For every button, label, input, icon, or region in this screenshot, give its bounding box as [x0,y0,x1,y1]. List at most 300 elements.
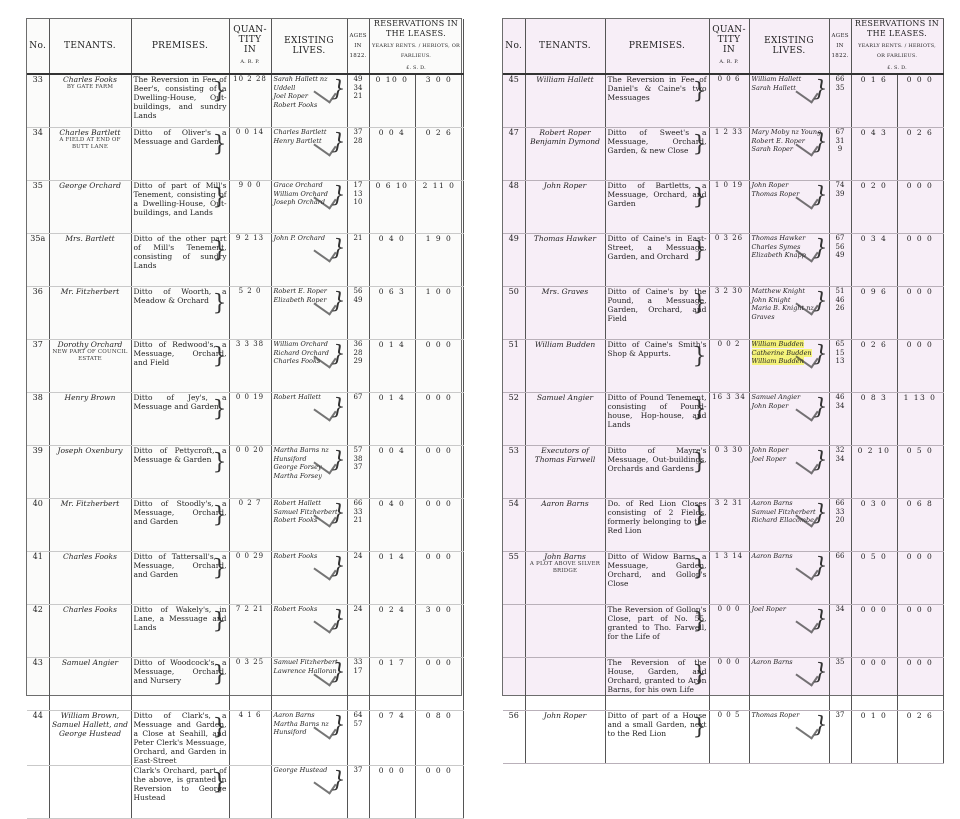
row-number-text: 40 [32,499,43,508]
row-number [503,605,525,658]
row-number [27,499,49,552]
premises-description-text: The Reversion in Fee of Beer's, consisting of a Dwelling-House, Out-buildings, and sundry Lands [133,75,227,120]
ledger-row [27,340,463,393]
yearly-rent-value-text: 0 10 0 [375,75,409,84]
check-mark-icon [313,188,336,209]
tenant-name [525,552,605,605]
existing-lives [749,658,829,711]
check-mark-icon [795,188,818,209]
yearly-rent-value-text: 0 0 4 [378,128,406,137]
tenant-name-text: Henry Brown [64,393,116,402]
tenant-name [525,393,605,446]
ledger-row [27,766,463,819]
tenant-name [49,287,131,340]
ages-value [347,181,369,234]
quantity-value [709,552,749,605]
header-quantity: QUAN-TITY IN A. R. P. [229,19,271,74]
check-mark-icon [795,241,818,262]
existing-lives [749,499,829,552]
existing-lives-text: Martha Barns nz Hunsiford George Forsey Martha Forsey [273,446,329,480]
check-mark-icon [313,559,336,580]
ages-value [829,340,851,393]
row-number [27,287,49,340]
row-number-text: 33 [32,75,43,84]
premises-description-text: Ditto of Pettycroft, a Messuage & Garden [133,446,227,464]
ages-value [829,552,851,605]
ages-value-text: 56 49 [353,287,363,304]
tenant-name [525,181,605,234]
tenant-name-text: Robert Roper Benjamin Dymond [530,128,600,146]
right-ledger-table [503,19,944,764]
existing-lives [749,181,829,234]
existing-lives-text: Matthew Knight John Knight Maria B. Knight nz Graves [751,287,814,321]
existing-lives [271,499,347,552]
row-number-text: 35 [32,181,43,190]
yearly-rent-value [369,766,415,819]
ages-value-text: 49 34 21 [353,75,363,100]
yearly-rent-value-text: 0 0 0 [378,766,406,775]
tenant-name-text: Mrs. Bartlett [65,234,115,243]
tenant-name-text: Samuel Angier [536,393,594,402]
yearly-rent-value-text: 0 4 0 [378,499,406,508]
header-no: No. [503,19,525,74]
row-number-text: 53 [508,446,519,455]
quantity-value-text: 0 0 0 [717,605,741,613]
quantity-value [709,605,749,658]
ages-value [829,711,851,764]
existing-lives [271,287,347,340]
yearly-rent-value-text: 0 1 7 [378,658,406,667]
premises-description-text: Do. of Red Lion Closes consisting of 2 Fields, formerly belonging to the Red Lion [607,499,707,535]
tenant-name-text: William Budden [534,340,596,349]
heriot-value-text: 1 13 0 [903,393,937,402]
tenant-name [49,128,131,181]
quantity-value [709,658,749,711]
existing-lives [271,393,347,446]
quantity-value [229,766,271,819]
existing-lives-text: Aaron Barns Samuel Fitzherbert Richard Ellacombe [751,499,816,524]
premises-description-text: Ditto of Redwood's, a Messuage, Orchard, and Field [133,340,227,367]
yearly-rent-value [369,128,415,181]
yearly-rent-value [369,711,415,766]
row-number [503,74,525,128]
existing-lives-text: Aaron Barns Martha Barns nz Hunsiford [273,711,329,736]
heriot-value [415,711,463,766]
heriot-value [415,766,463,819]
ledger-row [503,234,943,287]
premises-description [131,287,229,340]
ages-value-text: 51 46 26 [835,287,845,312]
existing-lives-text: Mary Moby nz Young Robert E. Roper Sarah Roper [751,128,822,153]
yearly-rent-value-text: 0 1 6 [860,75,888,84]
check-mark-icon [795,294,818,315]
heriot-value-text: 0 0 0 [425,446,453,455]
premises-description [131,766,229,819]
tenant-name-text: Dorothy Orchard [57,340,123,349]
quantity-value-text: 0 0 6 [717,75,741,83]
tenant-name-text: Thomas Hawker [533,234,597,243]
quantity-value-text: 0 0 14 [235,128,265,136]
ledger-row [503,287,943,340]
existing-lives [749,605,829,658]
heriot-value-text: 0 0 0 [425,658,453,667]
check-mark-icon [795,506,818,527]
heriot-value-text: 0 0 0 [906,75,934,84]
ages-value [347,128,369,181]
heriot-value [897,605,943,658]
ages-value [829,499,851,552]
ledger-row [27,234,463,287]
premises-description-text: Ditto of Tattersall's, a Messuage, Orchard, and Garden [133,552,227,579]
premises-description-text: Ditto of Widow Barns, a Messuage, Garden, Orchard, and Gollop's Close [607,552,707,588]
ledger-row [503,552,943,605]
heriot-value-text: 0 0 0 [425,340,453,349]
premises-description [605,287,709,340]
heriot-value-text: 0 0 0 [425,499,453,508]
quantity-value-text: 3 2 30 [714,287,744,295]
ages-value [829,605,851,658]
quantity-value [709,499,749,552]
header-reservations: RESERVATIONS IN THE LEASES. YEARLY RENTS. / HERIOTS, OR FARLIEUS. £. S. D. [369,19,463,74]
row-number [503,393,525,446]
premises-description [605,340,709,393]
yearly-rent-value-text: 0 1 4 [378,340,406,349]
premises-description-text: Ditto of Oliver's a Messuage and Garden [133,128,227,146]
check-mark-icon [313,612,336,633]
premises-description [605,74,709,128]
premises-description-text: Ditto of part of Mill's Tenement, consisting of a Dwelling-House, Out-buildings, and Lands [133,181,227,217]
quantity-value [709,393,749,446]
header-lives: EXISTING LIVES. [749,19,829,74]
yearly-rent-value-text: 0 0 0 [860,658,888,667]
row-number-text: 44 [32,711,43,720]
ledger-row [503,393,943,446]
row-number-text: 35a [30,234,46,243]
ages-value-text: 32 34 [835,446,845,463]
handwritten-note: NEW PART OF COUNCIL ESTATE [52,349,128,362]
left-ledger-body [27,74,463,819]
heriot-value [415,499,463,552]
ages-value [347,499,369,552]
quantity-value [229,711,271,766]
quantity-value [709,74,749,128]
heriot-value-text: 0 0 0 [906,658,934,667]
quantity-value [709,711,749,764]
ages-value-text: 37 28 [353,128,363,145]
yearly-rent-value [851,287,897,340]
yearly-rent-value [851,74,897,128]
yearly-rent-value-text: 0 0 4 [378,446,406,455]
tenant-name [49,181,131,234]
ages-value-text: 67 31 9 [835,128,845,153]
heriot-value [415,605,463,658]
check-mark-icon [313,773,336,794]
yearly-rent-value-text: 0 2 6 [860,340,888,349]
existing-lives-text: William Orchard Richard Orchard Charles Fooks [273,340,329,365]
premises-description [131,128,229,181]
check-mark-icon [795,400,818,421]
row-number [27,605,49,658]
heriot-value [415,340,463,393]
quantity-value [229,74,271,128]
existing-lives [749,234,829,287]
ages-value-text: 65 15 13 [835,340,845,365]
quantity-value [709,128,749,181]
quantity-value [709,234,749,287]
existing-lives-text: William Hallett Sarah Hallett [751,75,802,92]
yearly-rent-value [369,393,415,446]
quantity-value [709,340,749,393]
check-mark-icon [795,612,818,633]
premises-description [605,128,709,181]
ages-value [829,287,851,340]
premises-description [131,711,229,766]
ages-value-text: 66 33 21 [353,499,363,524]
ledger-row [503,711,943,764]
header-premises: PREMISES. [131,19,229,74]
heriot-value-text: 0 0 0 [425,766,453,775]
existing-lives-text: Sarah Hallett nz Uddell Joel Roper Robert Fooks [273,75,328,109]
ages-value-text: 24 [353,605,363,613]
quantity-value-text: 9 0 0 [238,181,262,189]
premises-description-text: Ditto of Caine's by the Pound, a Messuage, Garden, Orchard, and Field [607,287,707,323]
ledger-row [27,74,463,128]
yearly-rent-value-text: 0 7 4 [378,711,406,720]
ages-value-text: 24 [353,552,363,560]
existing-lives [271,658,347,711]
premises-description-text: Ditto of Wakely's, in Lane, a Messuage and Lands [133,605,227,632]
existing-lives [749,287,829,340]
tenant-name [49,340,131,393]
existing-lives-text: Thomas Roper [751,711,800,719]
ages-value [347,74,369,128]
ages-value [347,393,369,446]
heriot-value [897,711,943,764]
header-tenants: TENANTS. [525,19,605,74]
row-number [503,128,525,181]
ages-value [829,658,851,711]
ages-value [347,287,369,340]
heriot-value-text: 0 0 0 [906,181,934,190]
heriot-value [897,658,943,711]
yearly-rent-value-text: 0 2 10 [857,446,891,455]
ages-value-text: 57 38 37 [353,446,363,471]
yearly-rent-value-text: 0 3 0 [860,499,888,508]
yearly-rent-value-text: 0 2 0 [860,181,888,190]
handwritten-note: BY GATE FARM [66,84,114,90]
tenant-name [525,340,605,393]
check-mark-icon [795,453,818,474]
tenant-name [49,766,131,819]
ages-value [829,393,851,446]
heriot-value [415,393,463,446]
tenant-name-text: Mrs. Graves [541,287,589,296]
row-number-text: 34 [32,128,43,137]
ages-value-text: 36 28 29 [353,340,363,365]
quantity-value-text: 5 2 0 [238,287,262,295]
header-no: No. [27,19,49,74]
quantity-value-text: 7 2 21 [235,605,265,613]
row-number [503,181,525,234]
quantity-value [229,446,271,499]
quantity-value [709,181,749,234]
row-number-text: 36 [32,287,43,296]
ages-value-text: 37 [353,766,363,774]
header-lives: EXISTING LIVES. [271,19,347,74]
ages-value-text: 66 [835,552,845,560]
ages-value [347,658,369,711]
existing-lives [749,711,829,764]
premises-description [131,446,229,499]
row-number [27,340,49,393]
existing-lives-text: Samuel Fitzherbert Lawrence Halloran [273,658,338,675]
yearly-rent-value [851,605,897,658]
row-number [503,658,525,711]
yearly-rent-value-text: 0 4 3 [860,128,888,137]
heriot-value-text: 0 6 8 [906,499,934,508]
left-header-row [27,19,463,74]
yearly-rent-value [369,340,415,393]
existing-lives-text: John Roper Joel Roper [751,446,789,463]
existing-lives-text: Robert Hallett [273,393,321,401]
ledger-row [27,658,463,711]
premises-description [131,552,229,605]
yearly-rent-value [851,393,897,446]
ages-value-text: 33 17 [353,658,363,675]
premises-description [605,658,709,711]
yearly-rent-value [369,552,415,605]
quantity-value-text: 0 0 0 [717,658,741,666]
heriot-value-text: 1 9 0 [425,234,453,243]
premises-description-text: Ditto of Clark's, a Messuage and Garden, a Close at Seahill, and Peter Clerk's Messuage, Orchard, and Garden in East-Street [133,711,227,765]
row-number [27,711,49,766]
premises-description-text: Ditto of Sweet's a Messuage, Orchard, Garden, & new Close [607,128,707,155]
existing-lives-text: Aaron Barns [751,552,793,560]
heriot-value-text: 0 0 0 [425,393,453,402]
ledger-row [27,393,463,446]
quantity-value [229,393,271,446]
existing-lives-text: George Hustead [273,766,328,774]
quantity-value [229,128,271,181]
header-tenants: TENANTS. [49,19,131,74]
header-quantity: QUAN-TITY IN A. R. P. [709,19,749,74]
existing-lives-text: Aaron Barns [751,658,793,666]
ages-value [829,234,851,287]
premises-description [131,234,229,287]
tenant-name-text: Charles Fooks [63,75,117,84]
row-number [503,446,525,499]
premises-description [605,181,709,234]
quantity-value [709,287,749,340]
heriot-value [415,658,463,711]
quantity-value [229,552,271,605]
check-mark-icon [313,294,336,315]
check-mark-icon [795,347,818,368]
premises-description [605,234,709,287]
row-number-text: 51 [508,340,519,349]
row-number-text: 52 [508,393,519,402]
ledger-row [27,499,463,552]
tenant-name [49,446,131,499]
yearly-rent-value-text: 0 6 3 [378,287,406,296]
premises-description [131,181,229,234]
row-number-text: 43 [32,658,43,667]
quantity-value-text: 1 3 14 [714,552,744,560]
left-ledger-page [26,18,462,802]
existing-lives [271,605,347,658]
row-number-text: 48 [508,181,519,190]
premises-description [131,393,229,446]
premises-description [131,499,229,552]
existing-lives [749,74,829,128]
yearly-rent-value [851,234,897,287]
premises-description [605,499,709,552]
row-number [27,552,49,605]
quantity-value-text: 9 2 13 [235,234,265,242]
ages-value-text: 74 39 [835,181,845,198]
quantity-value-text: 0 0 5 [717,711,741,719]
check-mark-icon [795,665,818,686]
ages-value [829,446,851,499]
tenant-name-text: John Roper [543,181,587,190]
row-number [27,74,49,128]
heriot-value [415,74,463,128]
yearly-rent-value-text: 0 1 0 [860,711,888,720]
row-number-text: 45 [508,75,519,84]
heriot-value [415,552,463,605]
yearly-rent-value-text: 0 1 4 [378,552,406,561]
heriot-value [415,234,463,287]
ages-value-text: 46 34 [835,393,845,410]
premises-description-text: The Reversion of the House, Garden, and Orchard, granted to Aron Barns, for his own Life [607,658,707,694]
row-number-text: 37 [32,340,43,349]
ages-value-text: 67 [353,393,363,401]
row-number [27,393,49,446]
yearly-rent-value-text: 0 3 4 [860,234,888,243]
tenant-name [49,499,131,552]
heriot-value-text: 3 0 0 [425,75,453,84]
premises-description-text: Ditto of Woodcock's, a Messuage, Orchard, and Nursery [133,658,227,685]
heriot-value [415,446,463,499]
tenant-name [525,711,605,764]
heriot-value [897,128,943,181]
left-ledger-table [27,19,464,819]
premises-description [605,552,709,605]
ages-value [347,446,369,499]
tenant-name-text: William Hallett [536,75,594,84]
row-number-text: 56 [508,711,519,720]
ledger-row [503,128,943,181]
tenant-name-text: Charles Fooks [63,605,117,614]
premises-description-text: Ditto of part of a House and a small Garden, next to the Red Lion [607,711,707,738]
tenant-name-text: John Barns [544,552,586,561]
row-number-text: 42 [32,605,43,614]
ages-value [347,234,369,287]
existing-lives [749,340,829,393]
yearly-rent-value-text: 0 4 0 [378,234,406,243]
existing-lives-text: Joel Roper [751,605,786,613]
quantity-value-text: 1 0 19 [714,181,744,189]
row-number-text: 55 [508,552,519,561]
row-number [503,287,525,340]
tenant-name-text: William Brown, Samuel Hallett, and George Hustead [52,711,128,738]
existing-lives [271,766,347,819]
row-number [503,499,525,552]
yearly-rent-value [851,711,897,764]
tenant-name [49,658,131,711]
heriot-value [415,181,463,234]
existing-lives-text: Robert Hallett Samuel Fitzherbert Robert Fooks [273,499,338,524]
